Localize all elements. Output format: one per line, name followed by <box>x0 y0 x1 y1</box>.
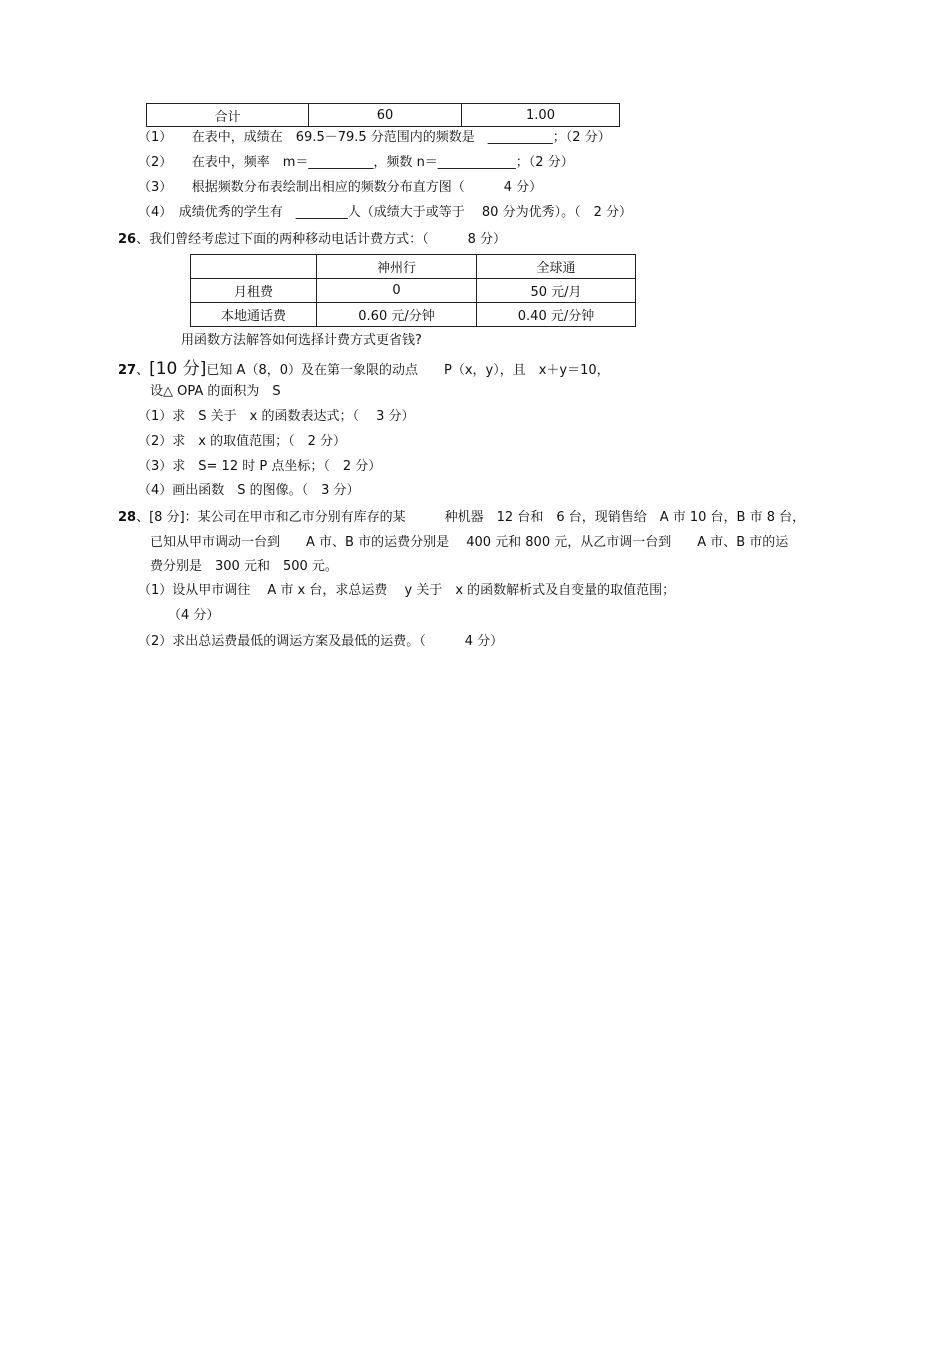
table-header-cell <box>191 255 317 279</box>
q25-item-4: （4） 成绩优秀的学生有 ________人（成绩大于或等于 80 分为优秀）。（ 2 分） <box>138 205 632 220</box>
table-cell: 50 元/月 <box>477 279 636 303</box>
question-28-line-3: 费分别是 300 元和 500 元。 <box>150 559 338 574</box>
q25-item-3: （3） 根据频数分布表绘制出相应的频数分布直方图（ 4 分） <box>138 180 543 195</box>
table-cell: 0.40 元/分钟 <box>477 303 636 327</box>
q27-item-1: （1）求 S 关于 x 的函数表达式；（ 3 分） <box>138 409 415 424</box>
question-28 <box>118 509 805 527</box>
table-cell: 0.60 元/分钟 <box>317 303 477 327</box>
table-cell: 月租费 <box>191 279 317 303</box>
q28-item-2: （2）求出总运费最低的调运方案及最低的运费。（ 4 分） <box>138 634 504 649</box>
table-header-cell: 神州行 <box>317 255 477 279</box>
table-cell: 0 <box>317 279 477 303</box>
q25-item-1: （1） 在表中，成绩在 69.5－79.5 分范围内的频数是 __________；（2 分） <box>138 130 611 145</box>
table-row <box>191 279 636 303</box>
table-header-row <box>191 255 636 279</box>
table-cell: 1.00 <box>462 104 620 127</box>
table-header-cell: 全球通 <box>477 255 636 279</box>
question-stem: 已知 A（8，0）及在第一象限的动点 P（x，y），且 x＋y＝10， <box>206 363 610 378</box>
q27-item-3: （3）求 S= 12 时 P 点坐标；（ 2 分） <box>138 459 382 474</box>
question-number: 28 <box>118 510 137 525</box>
question-sep: 、 <box>136 363 150 378</box>
table-row <box>191 303 636 327</box>
q28-item-1: （1）设从甲市调往 A 市 x 台，求总运费 y 关于 x 的函数解析式及自变量的取值范围； <box>138 583 676 598</box>
question-28-line-2: 已知从甲市调动一台到 A 市、B 市的运费分别是 400 元和 800 元，从乙市调一台到 A 市、B 市的运 <box>150 535 789 550</box>
q25-item-2: （2） 在表中，频率 m＝__________，频数 n＝____________；（2 分） <box>138 155 574 170</box>
question-stem: 、我们曾经考虑过下面的两种移动电话计费方式：（ 8 分） <box>136 232 506 247</box>
q28-item-1-score: （4 分） <box>168 608 220 623</box>
table-row <box>147 104 620 127</box>
table-cell: 合计 <box>147 104 309 127</box>
question-27 <box>118 360 610 380</box>
q27-item-4: （4）画出函数 S 的图像。（ 3 分） <box>138 483 360 498</box>
question-number: 26 <box>118 232 137 247</box>
table-cell: 60 <box>309 104 462 127</box>
question-27-stem-2: 设△ OPA 的面积为 S <box>150 384 281 399</box>
q27-item-2: （2）求 x 的取值范围；（ 2 分） <box>138 434 347 449</box>
question-26-ask: 用函数方法解答如何选择计费方式更省钱? <box>181 333 422 348</box>
question-26 <box>118 231 506 249</box>
question-stem: 、[8 分]：某公司在甲市和乙市分别有库存的某 种机器 12 台和 6 台，现销售给 A 市 10 台，B 市 8 台， <box>136 510 806 525</box>
phone-plan-table <box>190 254 636 327</box>
score-badge: [10 分] <box>149 359 207 379</box>
question-number: 27 <box>118 363 137 378</box>
total-table <box>146 103 620 127</box>
table-cell: 本地通话费 <box>191 303 317 327</box>
